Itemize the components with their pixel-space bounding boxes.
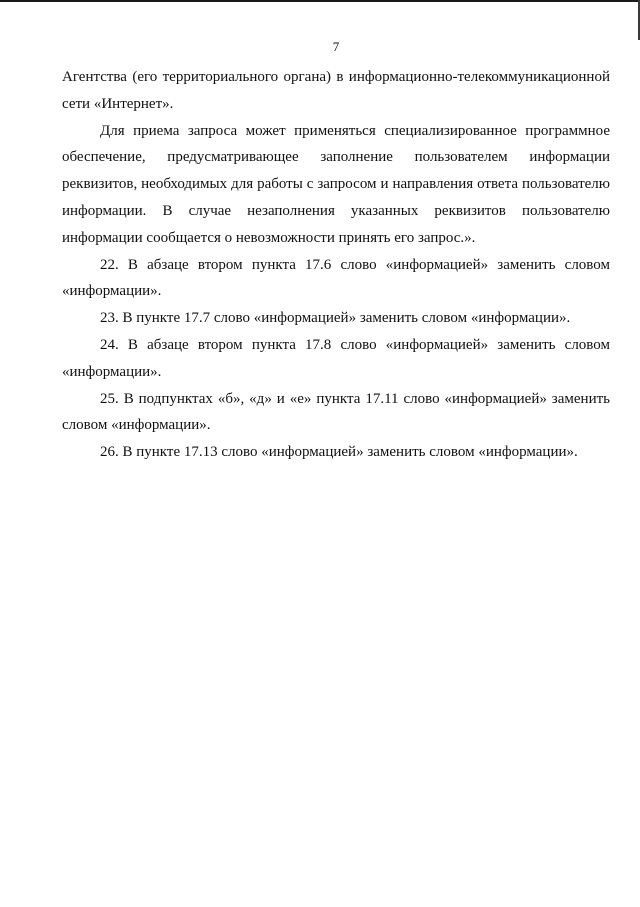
paragraph-item-26: 26. В пункте 17.13 слово «информацией» заменить словом «информации». bbox=[100, 444, 578, 461]
document-body bbox=[62, 64, 610, 466]
paragraph-continuation: Агентства (его территориального органа) в информационно-телекоммуникационной сети «Интернет». bbox=[62, 69, 610, 112]
paragraph-item-22: 22. В абзаце втором пункта 17.6 слово «информацией» заменить словом «информации». bbox=[62, 256, 610, 300]
paragraph-request-software: Для приема запроса может применяться специализированное программное обеспечение, предусматривающее заполнение пользователем информации реквизитов, необходимых для работы с запросом и направления ответа пользователю информации. В случае незаполнения указанных реквизитов пользователю информации сообщается о невозможности принять его запрос.». bbox=[62, 122, 610, 246]
scan-top-edge bbox=[0, 0, 640, 2]
paragraph-item-25: 25. В подпунктах «б», «д» и «е» пункта 17.11 слово «информацией» заменить словом «информации». bbox=[62, 390, 610, 434]
paragraph-item-24: 24. В абзаце втором пункта 17.8 слово «информацией» заменить словом «информации». bbox=[62, 336, 610, 380]
page-number: 7 bbox=[332, 39, 340, 54]
paragraph-item-23: 23. В пункте 17.7 слово «информацией» заменить словом «информации». bbox=[100, 310, 571, 327]
